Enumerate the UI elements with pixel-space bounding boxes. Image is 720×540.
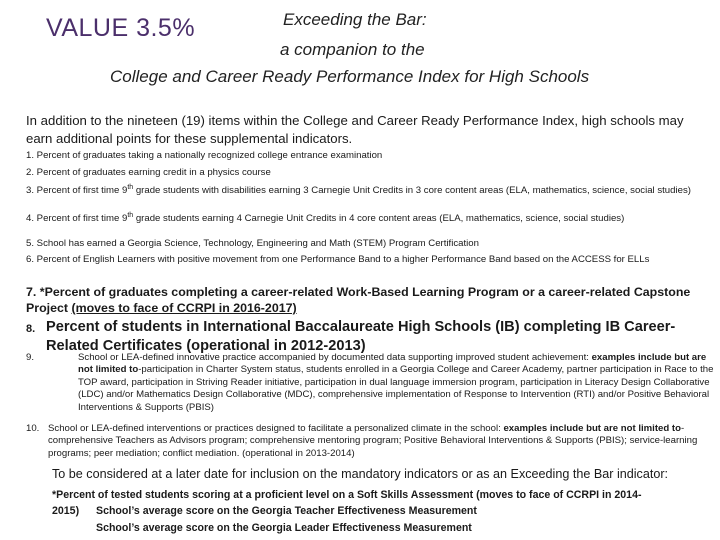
intro-paragraph: In addition to the nineteen (19) items within the College and Career Ready Performance Index, high schools may earn additional points for these supplemental indicators. <box>26 113 684 146</box>
list-item-1: 1. Percent of graduates taking a nationally recognized college entrance examination <box>26 150 383 161</box>
list-item-4 <box>26 210 706 226</box>
list-item-9-num: 9. <box>26 352 35 363</box>
later-item-2-year: 2015) <box>52 505 80 517</box>
later-item-1: *Percent of tested students scoring at a proficient level on a Soft Skills Assessment (moves to face of CCRPI in 2014- <box>52 489 642 501</box>
list-item-3 <box>26 182 706 198</box>
list-item-8-text: Percent of students in International Baccalaureate High Schools (IB) completing IB Career-Related Certificates (operational in 2012-2013) <box>46 319 676 354</box>
list-item-4-sup: th <box>127 212 134 219</box>
list-item-7-num: 7. <box>26 285 37 299</box>
list-item-5: 5. School has earned a Georgia Science, Technology, Engineering and Math (STEM) Program Certification <box>26 238 479 249</box>
later-consideration-heading: To be considered at a later date for inclusion on the mandatory indicators or as an Exceeding the Bar indicator: <box>52 467 669 481</box>
list-item-2: 2. Percent of graduates earning credit in a physics course <box>26 167 271 178</box>
list-item-7-text: *Percent of graduates completing a career-related Work-Based Learning Program or a career-related Capstone Project <box>26 285 691 315</box>
list-item-3-text-a: 3. Percent of first time 9 <box>26 185 128 197</box>
title-line-2: a companion to the <box>280 40 425 59</box>
later-item-2: School’s average score on the Georgia Teacher Effectiveness Measurement <box>96 505 477 517</box>
list-item-3-text-b: grade students with disabilities earning 3 Carnegie Unit Credits in 3 core content areas (ELA, mathematics, science, social studies) <box>133 185 691 197</box>
list-item-9-text-b: -participation in Charter System status, students enrolled in a Georgia College and Career Academy, partner participation in Race to the TOP award, participation in Striving Reader initiative, participation in dual language immersion program, participation in Literacy Design Collaborative (LDC) and/or Mathematics Design Collaborative (MDC), comprehensive implementation of Response to Intervention (RTI) and/or Positive Behavioral Interventions & Supports (PBIS) <box>78 364 714 413</box>
title-line-1: Exceeding the Bar: <box>283 10 427 29</box>
list-item-10-bold: examples include but are not limited to <box>503 423 681 434</box>
list-item-10-body <box>48 423 716 460</box>
list-item-8-num: 8. <box>26 323 36 335</box>
list-item-4-text-b: grade students earning 4 Carnegie Unit Credits in 4 core content areas (ELA, mathematics, science, social studies) <box>133 213 625 225</box>
list-item-9-bold: examples include but are not limited to <box>78 352 707 376</box>
list-item-7 <box>26 284 706 316</box>
list-item-3-sup: th <box>127 184 134 191</box>
list-item-7-underlined: (moves to face of CCRPI in 2016-2017) <box>71 301 297 315</box>
list-item-10-text-a: School or LEA-defined interventions or practices designed to facilitate a personalized climate in the school: <box>48 423 504 434</box>
value-label: VALUE 3.5% <box>46 14 196 42</box>
list-item-10-text-b: -comprehensive Teachers as Advisors program; comprehensive mentoring program; Positive Behavioral Interventions & Supports (PBIS); service-learning programs; peer mediation; conflict mediation. (operational in 2013-2014) <box>48 423 698 459</box>
list-item-9-text-a: School or LEA-defined innovative practice accompanied by documented data supporting improved student achievement: <box>78 352 592 363</box>
list-item-10-num: 10. <box>26 423 40 434</box>
list-item-6: 6. Percent of English Learners with positive movement from one Performance Band to a higher Performance Band based on the ACCESS for ELLs <box>26 254 650 265</box>
list-item-4-text-a: 4. Percent of first time 9 <box>26 213 128 225</box>
later-item-3: School’s average score on the Georgia Leader Effectiveness Measurement <box>96 522 472 534</box>
title-line-3: College and Career Ready Performance Index for High Schools <box>110 67 590 86</box>
list-item-9-body <box>78 352 718 414</box>
